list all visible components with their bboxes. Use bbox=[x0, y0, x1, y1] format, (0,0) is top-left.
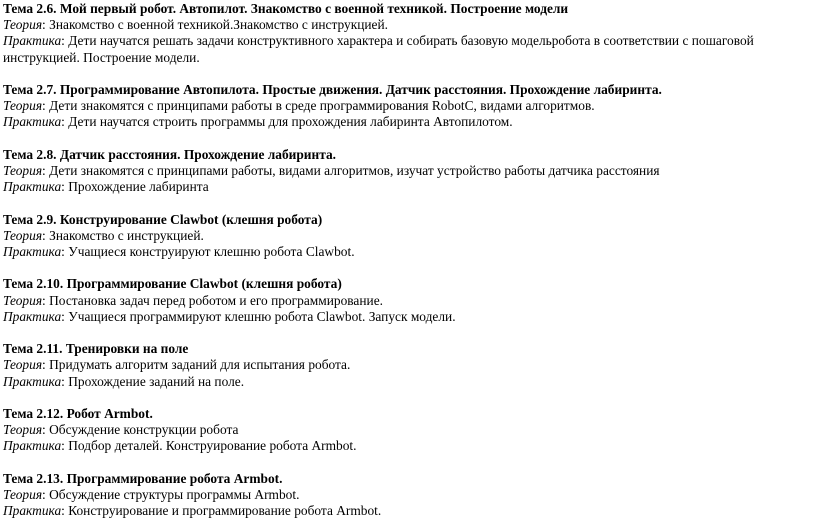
practice-label: Практика bbox=[3, 373, 62, 389]
topic-title: Тема 2.13. Программирование робота Armbot. bbox=[3, 470, 283, 486]
theory-separator: : bbox=[42, 163, 46, 178]
practice-text: Прохождение заданий на поле. bbox=[64, 373, 245, 389]
theory-label: Теория bbox=[3, 163, 43, 178]
practice-line bbox=[3, 244, 810, 260]
practice-line bbox=[3, 374, 810, 390]
practice-line bbox=[3, 114, 810, 130]
practice-label: Практика bbox=[3, 503, 62, 519]
topic-2-9 bbox=[3, 212, 810, 261]
practice-label: Практика bbox=[3, 438, 62, 454]
topic-title: Тема 2.10. Программирование Clawbot (клешня робота) bbox=[3, 276, 342, 292]
theory-line bbox=[3, 228, 810, 244]
practice-line bbox=[3, 309, 810, 325]
practice-text: Дети научатся решать задачи конструктивного характера и собирать базовую модельробота в соответствии с пошаговой инструкцией. Построение модели. bbox=[3, 33, 754, 65]
theory-separator: : bbox=[42, 422, 46, 438]
practice-line bbox=[3, 33, 810, 65]
theory-line bbox=[3, 293, 810, 309]
theory-text: Постановка задач перед роботом и его программирование. bbox=[45, 292, 383, 308]
topic-2-8 bbox=[3, 147, 810, 196]
theory-label: Теория bbox=[3, 486, 43, 502]
practice-label: Практика bbox=[3, 33, 62, 49]
topic-title: Тема 2.8. Датчик расстояния. Прохождение лабиринта. bbox=[3, 146, 337, 162]
topic-title: Тема 2.9. Конструирование Clawbot (клешня робота) bbox=[3, 211, 323, 227]
theory-label: Теория bbox=[3, 227, 43, 243]
theory-separator: : bbox=[42, 98, 46, 114]
theory-text: Знакомство с военной техникой.Знакомство с инструкцией. bbox=[45, 17, 389, 33]
practice-label: Практика bbox=[3, 244, 62, 259]
theory-label: Теория bbox=[3, 422, 43, 438]
practice-separator: : bbox=[61, 179, 65, 195]
theory-text: Знакомство с инструкцией. bbox=[45, 227, 204, 243]
theory-text: Дети знакомятся с принципами работы в среде программирования RobotC, видами алгоритмов. bbox=[45, 98, 595, 114]
practice-separator: : bbox=[61, 33, 65, 49]
theory-text: Обсуждение структуры программы Armbot. bbox=[45, 486, 300, 502]
theory-label: Теория bbox=[3, 292, 43, 308]
practice-text: Учащиеся конструируют клешню робота Clawbot. bbox=[64, 244, 355, 259]
theory-separator: : bbox=[42, 486, 46, 502]
theory-label: Теория bbox=[3, 98, 43, 114]
theory-line bbox=[3, 422, 810, 438]
practice-text: Подбор деталей. Конструирование робота Armbot. bbox=[64, 438, 357, 454]
theory-text: Дети знакомятся с принципами работы, видами алгоритмов, изучат устройство работы датчика расстояния bbox=[45, 163, 660, 178]
topic-2-13 bbox=[3, 471, 810, 519]
practice-label: Практика bbox=[3, 308, 62, 324]
topic-title: Тема 2.12. Робот Armbot. bbox=[3, 405, 153, 421]
practice-separator: : bbox=[61, 503, 65, 519]
theory-separator: : bbox=[42, 17, 46, 33]
practice-text: Учащиеся программируют клешню робота Clawbot. Запуск модели. bbox=[64, 308, 456, 324]
theory-label: Теория bbox=[3, 357, 43, 373]
topic-title: Тема 2.6. Мой первый робот. Автопилот. Знакомство с военной техникой. Построение модели bbox=[3, 1, 569, 16]
practice-label: Практика bbox=[3, 179, 62, 195]
practice-separator: : bbox=[61, 438, 65, 454]
theory-line bbox=[3, 487, 810, 503]
practice-text: Дети научатся строить программы для прохождения лабиринта Автопилотом. bbox=[64, 114, 513, 130]
theory-separator: : bbox=[42, 357, 46, 373]
practice-line bbox=[3, 503, 810, 519]
topic-2-12 bbox=[3, 406, 810, 455]
theory-text: Обсуждение конструкции робота bbox=[45, 422, 239, 438]
theory-separator: : bbox=[42, 227, 46, 243]
practice-label: Практика bbox=[3, 114, 62, 130]
theory-line bbox=[3, 357, 810, 373]
topic-2-10 bbox=[3, 276, 810, 325]
practice-text: Прохождение лабиринта bbox=[64, 179, 209, 195]
theory-line bbox=[3, 163, 810, 179]
practice-line bbox=[3, 438, 810, 454]
theory-line bbox=[3, 17, 810, 33]
practice-separator: : bbox=[61, 308, 65, 324]
practice-text: Конструирование и программирование робота Armbot. bbox=[64, 503, 382, 519]
practice-separator: : bbox=[61, 114, 65, 130]
theory-text: Придумать алгоритм заданий для испытания робота. bbox=[45, 357, 351, 373]
topic-title: Тема 2.7. Программирование Автопилота. Простые движения. Датчик расстояния. Прохождение лабиринта. bbox=[3, 82, 662, 97]
topic-title: Тема 2.11. Тренировки на поле bbox=[3, 341, 189, 357]
topic-2-7 bbox=[3, 82, 810, 131]
practice-separator: : bbox=[61, 244, 65, 259]
topic-2-6 bbox=[3, 1, 810, 66]
theory-separator: : bbox=[42, 292, 46, 308]
practice-separator: : bbox=[61, 373, 65, 389]
topic-2-11 bbox=[3, 341, 810, 390]
theory-line bbox=[3, 98, 810, 114]
practice-line bbox=[3, 179, 810, 195]
theory-label: Теория bbox=[3, 17, 43, 33]
